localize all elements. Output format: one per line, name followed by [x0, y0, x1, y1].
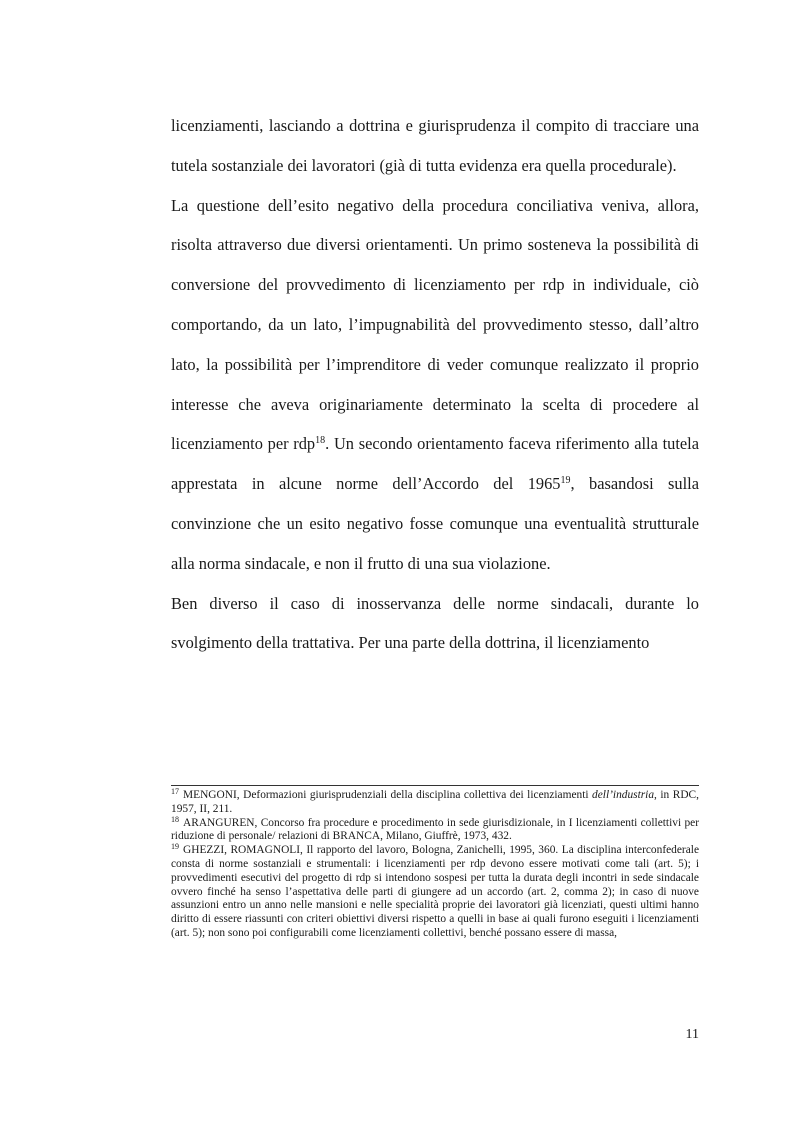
- footnotes: [171, 789, 699, 941]
- paragraph-1: licenziamenti, lasciando a dottrina e giurisprudenza il compito di tracciare una tutela sostanziale dei lavoratori (già di tutta evidenza era quella procedurale).: [171, 116, 699, 175]
- footnote-ref-18[interactable]: 18: [315, 435, 326, 447]
- main-text: [171, 106, 699, 663]
- footnote-mark: 17: [171, 787, 179, 796]
- paragraph-2-part-a: La questione dell’esito negativo della procedura conciliativa veniva, allora, risolta attraverso due diversi orientamenti. Un primo sosteneva la possibilità di conversione del provvedimento di licenziamento per rdp in individuale, ciò comportando, da un lato, l’impugnabilità del provvedimento stesso, dall’altro lato, la possibilità per l’imprenditore di veder comunque realizzato il proprio interesse che aveva originariamente determinato la scelta di procedere al licenziamento per rdp: [171, 195, 699, 454]
- footnote-18: [171, 814, 699, 845]
- page-number: 11: [685, 1027, 699, 1042]
- footnote-text: MENGONI, Deformazioni giurisprudenziali della disciplina collettiva dei licenziamenti: [183, 789, 593, 801]
- footnote-text: ARANGUREN, Concorso fra procedure e procedimento in sede giurisdizionale, in I licenziamenti collettivi per riduzione di personale/ relazioni di BRANCA, Milano, Giuffrè, 1973, 432.: [171, 816, 699, 843]
- paragraph-3: Ben diverso il caso di inosservanza delle norme sindacali, durante lo svolgimento della trattativa. Per una parte della dottrina, il licenziamento: [171, 593, 699, 653]
- footnote-ref-19[interactable]: 19: [560, 475, 571, 487]
- footnote-mark: 18: [171, 814, 179, 824]
- footnote-text: GHEZZI, ROMAGNOLI, Il rapporto del lavoro, Bologna, Zanichelli, 1995, 360. La disciplina interconfederale consta di norme sostanziali e strumentali: i licenziamenti per rdp devono essere motivati come tali (art. 5); i provvedimenti esecutivi del progetto di rdp si intendono sospesi per tutta la durata degli incontri in sede sindacale ovvero finché ha senso l’aspettativa delle parti di giungere ad un accordo (art. 2, comma 2); in caso di nuove assunzioni entro un anno nelle mansioni e nelle specialità proprie dei lavoratori già licenziati, questi ultimi hanno diritto di essere riassunti con criteri obiettivi diversi rispetto a quelli in base ai quali furono eseguiti i licenziamenti (art. 5); non sono poi configurabili come licenziamenti collettivi, benché possano essere di massa,: [171, 844, 699, 939]
- footnote-text-italic: dell’industria: [592, 789, 655, 801]
- footnote-separator: [171, 785, 699, 786]
- footnote-19: [171, 844, 699, 941]
- paragraph-2: [171, 186, 699, 584]
- footnote-text: , in RDC, 1957, II, 211.: [171, 789, 699, 815]
- footnote-mark: 19: [171, 842, 179, 852]
- footnote-17: [171, 789, 699, 817]
- paragraph-2-part-c: , basandosi sulla convinzione che un esito negativo fosse comunque una eventualità strutturale alla norma sindacale, e non il frutto di una sua violazione.: [171, 474, 699, 573]
- paragraph-2-part-b: . Un secondo orientamento faceva riferimento alla tutela apprestata in alcune norme dell’Accordo del 1965: [171, 434, 699, 494]
